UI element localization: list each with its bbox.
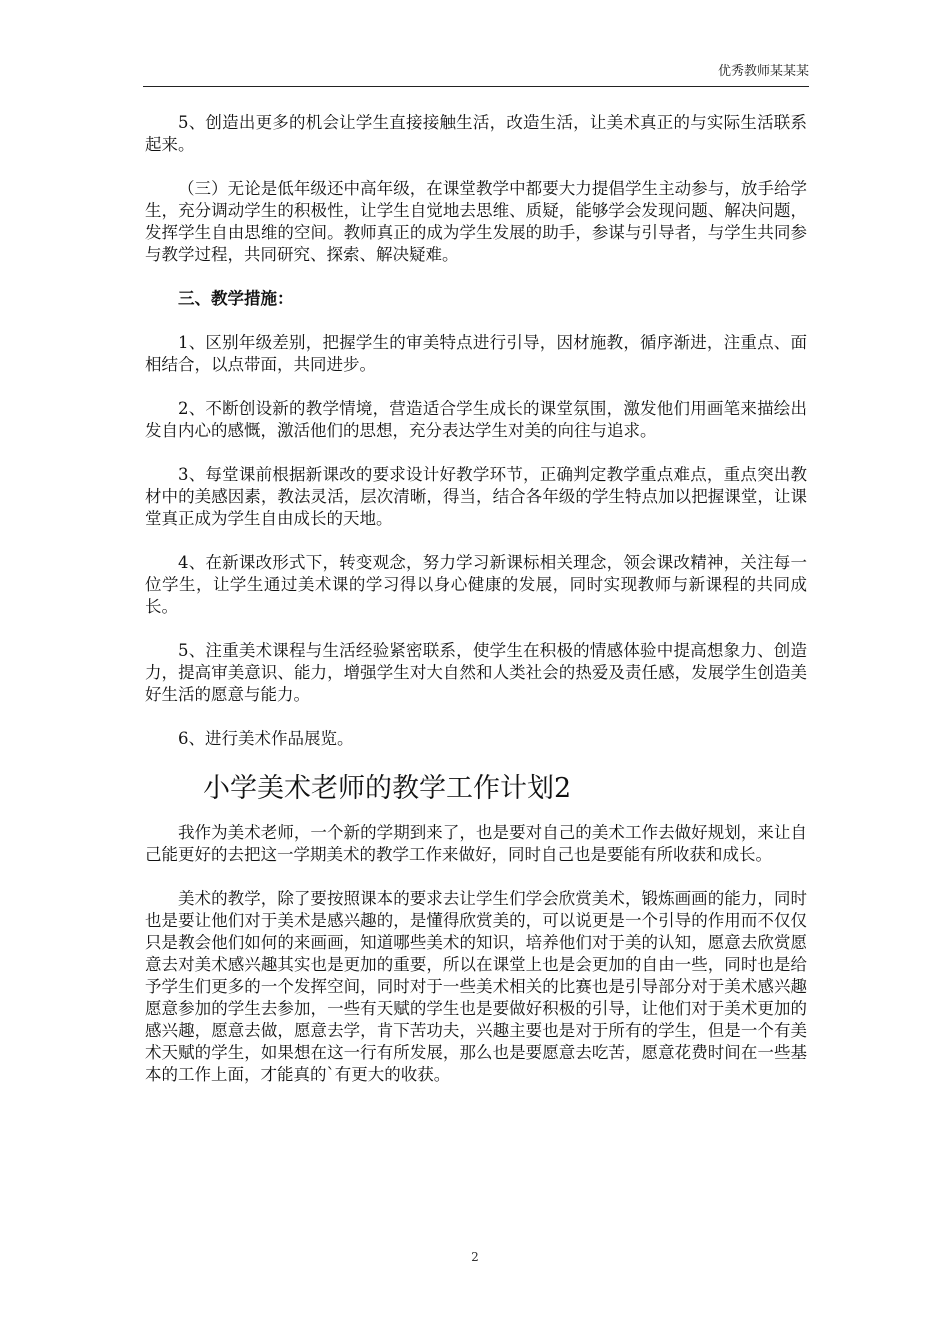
paragraph-section-3-intro: （三）无论是低年级还中高年级，在课堂教学中都要大力提倡学生主动参与，放手给学生，充分调动学生的积极性，让学生自觉地去思维、质疑，能够学会发现问题、解决问题，发挥学生自由思维的空间。教师真正的成为学生发展的助手，参谋与引导者，与学生共同参与教学过程，共同研究、探索、解决疑难。 <box>145 179 807 264</box>
measure-item-1: 1、区别年级差别，把握学生的审美特点进行引导，因材施教，循序渐进，注重点、面相结合，以点带面，共同进步。 <box>145 333 807 374</box>
paragraph-item-5-continued: 5、创造出更多的机会让学生直接接触生活，改造生活，让美术真正的与实际生活联系起来。 <box>145 113 807 154</box>
measure-item-6: 6、进行美术作品展览。 <box>178 729 354 748</box>
header-author: 优秀教师某某某 <box>717 64 809 79</box>
measure-item-4: 4、在新课改形式下，转变观念，努力学习新课标相关理念，领会课改精神，关注每一位学生，让学生通过美术课的学习得以身心健康的发展，同时实现教师与新课程的共同成长。 <box>145 553 807 616</box>
measure-item-3: 3、每堂课前根据新课改的要求设计好教学环节，正确判定教学重点难点，重点突出教材中的美感因素，教法灵活，层次清晰，得当，结合各年级的学生特点加以把握课堂，让课堂真正成为学生自由成长的天地。 <box>145 465 807 528</box>
measure-item-2: 2、不断创设新的教学情境，营造适合学生成长的课堂氛围，激发他们用画笔来描绘出发自内心的感慨，激活他们的思想，充分表达学生对美的向往与追求。 <box>145 399 807 440</box>
measure-item-5: 5、注重美术课程与生活经验紧密联系，使学生在积极的情感体验中提高想象力、创造力，提高审美意识、能力，增强学生对大自然和人类社会的热爱及责任感，发展学生创造美好生活的愿意与能力。 <box>145 641 807 704</box>
page-header <box>143 64 809 87</box>
paragraph-intro: 我作为美术老师，一个新的学期到来了，也是要对自己的美术工作去做好规划，来让自己能更好的去把这一学期美术的教学工作来做好，同时自己也是要能有所收获和成长。 <box>145 823 807 864</box>
page-number: 2 <box>471 1250 479 1264</box>
paragraph-teaching: 美术的教学，除了要按照课本的要求去让学生们学会欣赏美术，锻炼画画的能力，同时也是要让他们对于美术是感兴趣的，是懂得欣赏美的，可以说更是一个引导的作用而不仅仅只是教会他们如何的来画画，知道哪些美术的知识，培养他们对于美的认知，愿意去欣赏愿意去对美术感兴趣其实也是更加的重要，所以在课堂上也是会更加的自由一些，同时也是给予学生们更多的一个发挥空间，同时对于一些美术相关的比赛也是引导部分对于美术感兴趣愿意参加的学生去参加，一些有天赋的学生也是要做好积极的引导，让他们对于美术更加的感兴趣，愿意去做，愿意去学，肯下苦功夫，兴趣主要也是对于所有的学生，但是一个有美术天赋的学生，如果想在这一行有所发展，那么也是要愿意去吃苦，愿意花费时间在一些基本的工作上面，才能真的`有更大的收获。 <box>145 889 807 1084</box>
section-heading-teaching-measures: 三、教学措施： <box>178 289 294 308</box>
document-title-2: 小学美术老师的教学工作计划2 <box>203 773 572 804</box>
document-body <box>145 112 807 1108</box>
